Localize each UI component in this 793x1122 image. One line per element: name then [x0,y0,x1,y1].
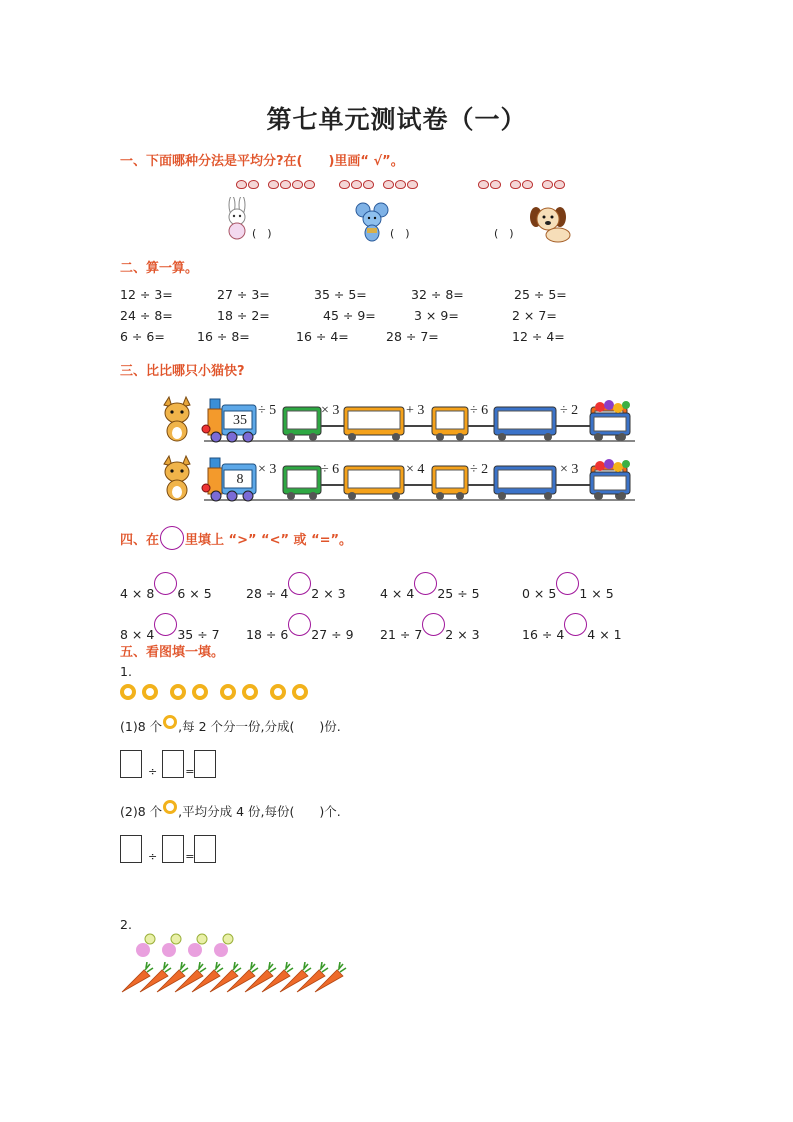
divide-sign: ÷ [148,850,158,863]
compare-circle[interactable] [154,572,177,595]
compare-left: 16 ÷ 4 [522,627,565,642]
compare-item [120,613,220,642]
compare-left: 21 ÷ 7 [380,627,423,642]
compare-item [120,572,212,601]
train-operation: × 3 [258,462,277,477]
ring-icon [242,684,258,700]
radish-icon [156,932,184,960]
compare-item [380,613,480,642]
compare-right: 25 ÷ 5 [437,586,480,601]
question-2-number: 2. [120,917,132,932]
puppy-icon [528,203,572,243]
radish-icon [182,932,210,960]
answer-paren[interactable]: ( ) [494,227,514,240]
compare-circle[interactable] [422,613,445,636]
compare-item [246,572,346,601]
compare-left: 18 ÷ 6 [246,627,289,642]
peach-icon [363,180,374,189]
answer-box[interactable] [162,835,184,863]
calc-item: 2 × 7= [512,308,557,323]
calc-item: 18 ÷ 2= [217,308,270,323]
compare-right: 2 × 3 [445,627,480,642]
ring-icon [270,684,286,700]
equation-1 [120,750,216,778]
peach-icon [292,180,303,189]
train-operation: ÷ 2 [470,462,489,477]
train-operation: × 3 [560,462,579,477]
peach-icon [554,180,565,189]
compare-circle[interactable] [414,572,437,595]
train-start-number: 8 [236,472,244,487]
peach-icon [339,180,350,189]
ring-icon [192,684,208,700]
peach-icon [490,180,501,189]
peach-icon [395,180,406,189]
equation-2 [120,835,216,863]
compare-right: 27 ÷ 9 [311,627,354,642]
peach-icon [280,180,291,189]
compare-left: 8 × 4 [120,627,155,642]
peach-icon [522,180,533,189]
compare-circle[interactable] [288,572,311,595]
ring-icon [292,684,308,700]
peach-icon [351,180,362,189]
calc-item: 6 ÷ 6= [120,329,165,344]
q1-p2-prefix: (2)8 个 [120,804,163,819]
question-1-part-2 [120,802,341,820]
answer-box[interactable] [194,750,216,778]
q1-p1-prefix: (1)8 个 [120,719,163,734]
peach-group [339,180,375,189]
rabbit-icon [222,197,252,241]
section-4-heading-suffix: 里填上 “>” “<” 或 “=”。 [185,532,353,548]
answer-box[interactable] [194,835,216,863]
train-start-number: 35 [233,413,247,428]
q1-p1-suffix: ,每 2 个分一份,分成( )份. [178,719,341,734]
peach-icon [510,180,521,189]
compare-right: 4 × 1 [587,627,622,642]
answer-box[interactable] [162,750,184,778]
calc-item: 35 ÷ 5= [314,287,367,302]
section-5-heading: 五、看图填一填。 [120,645,225,660]
fruit-basket-icon [590,459,630,500]
ring-icon [220,684,236,700]
calc-item: 16 ÷ 4= [296,329,349,344]
peach-row [339,180,419,189]
calc-item: 25 ÷ 5= [514,287,567,302]
train-operation: ÷ 6 [470,403,489,418]
compare-left: 4 × 8 [120,586,155,601]
peach-group [383,180,419,189]
carrot-icon [313,962,347,994]
peach-icon [236,180,247,189]
peach-group [510,180,534,189]
peach-icon [542,180,553,189]
ring-icon [120,684,136,700]
compare-circle-icon [160,526,184,550]
peach-icon [248,180,259,189]
peach-icon [268,180,279,189]
peach-icon [478,180,489,189]
section-4-heading-prefix: 四、在 [120,532,160,548]
calc-item: 28 ÷ 7= [386,329,439,344]
mouse-icon [355,201,389,243]
cat-icon [164,456,190,500]
peach-icon [383,180,394,189]
answer-paren[interactable]: ( ) [390,227,410,240]
calc-item: 12 ÷ 4= [512,329,565,344]
compare-item [522,613,622,642]
calc-item: 24 ÷ 8= [120,308,173,323]
train-operation: + 3 [406,403,425,418]
compare-item [522,572,614,601]
equals-sign: = [185,765,195,778]
train-operation: ÷ 2 [560,403,579,418]
answer-paren[interactable]: ( ) [252,227,272,240]
answer-box[interactable] [120,835,142,863]
radish-icon [130,932,158,960]
calc-item: 45 ÷ 9= [323,308,376,323]
compare-circle[interactable] [556,572,579,595]
peach-icon [407,180,418,189]
train-operation: × 4 [406,462,425,477]
compare-item [380,572,480,601]
train-operation: ÷ 5 [258,403,277,418]
peach-row [236,180,316,189]
compare-left: 4 × 4 [380,586,415,601]
ring-icon [170,684,186,700]
cat-icon [164,397,190,441]
calc-item: 16 ÷ 8= [197,329,250,344]
peach-group [268,180,316,189]
compare-circle[interactable] [154,613,177,636]
question-1-part-1 [120,717,341,735]
fruit-basket-icon [590,400,630,441]
compare-circle[interactable] [564,613,587,636]
question-1-number: 1. [120,664,132,679]
train-operation: × 3 [321,403,340,418]
section-2-heading: 二、算一算。 [120,261,199,276]
divide-sign: ÷ [148,765,158,778]
compare-item [246,613,354,642]
compare-circle[interactable] [288,613,311,636]
ring-icon [163,715,177,729]
equals-sign: = [185,850,195,863]
train-operation: ÷ 6 [321,462,340,477]
calc-item: 12 ÷ 3= [120,287,173,302]
ring-icon [142,684,158,700]
compare-right: 1 × 5 [579,586,614,601]
answer-box[interactable] [120,750,142,778]
compare-right: 2 × 3 [311,586,346,601]
compare-right: 35 ÷ 7 [177,627,220,642]
compare-left: 0 × 5 [522,586,557,601]
compare-left: 28 ÷ 4 [246,586,289,601]
calc-item: 32 ÷ 8= [411,287,464,302]
section-4-heading [120,526,352,550]
q1-p2-suffix: ,平均分成 4 份,每份( )个. [178,804,341,819]
ring-icon [163,800,177,814]
calc-item: 3 × 9= [414,308,459,323]
peach-icon [304,180,315,189]
radish-icon [208,932,236,960]
page-title: 第七单元测试卷（一） [266,105,527,134]
calc-item: 27 ÷ 3= [217,287,270,302]
peach-group [542,180,566,189]
section-3-heading: 三、比比哪只小猫快? [120,364,245,379]
peach-group [478,180,502,189]
peach-group [236,180,260,189]
peach-row [478,180,566,189]
section-1-heading: 一、下面哪种分法是平均分?在( )里画“ √”。 [120,154,404,169]
compare-right: 6 × 5 [177,586,212,601]
